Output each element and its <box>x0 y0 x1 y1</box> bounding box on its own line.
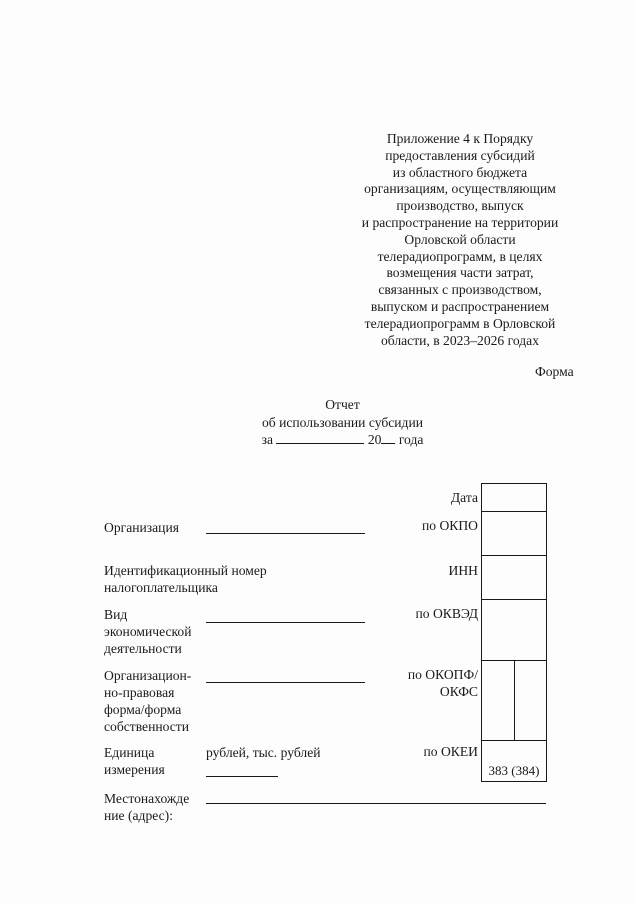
form-label: Форма <box>535 364 574 379</box>
okopf-code-label <box>368 666 478 700</box>
unit-field[interactable] <box>206 776 278 777</box>
unit-value: рублей, тыс. рублей <box>206 745 321 760</box>
annex-line: телерадиопрограмм, в целях <box>377 248 543 264</box>
annex-line: телерадиопрограмм в Орловской <box>364 315 556 331</box>
annex-line: организациям, осуществляющим <box>364 181 556 197</box>
date-cell[interactable] <box>481 483 547 512</box>
activity-field[interactable] <box>206 622 365 623</box>
organization-label: Организация <box>104 520 179 535</box>
okfs-cell[interactable] <box>514 660 547 741</box>
period-blank[interactable] <box>276 431 364 444</box>
address-label <box>104 790 189 824</box>
okved-code-label: по ОКВЭД <box>415 606 478 621</box>
annex-line: Орловской области <box>404 231 516 247</box>
annex-line: Приложение 4 к Порядку <box>386 131 534 146</box>
organization-field[interactable] <box>206 533 365 534</box>
period-prefix: за <box>261 432 273 447</box>
inn-label <box>104 562 267 596</box>
annex-header <box>330 131 590 349</box>
okei-code-label: по ОКЕИ <box>423 744 478 759</box>
okei-cell[interactable] <box>481 740 547 782</box>
inn-code-label: ИНН <box>448 563 478 578</box>
report-period <box>200 431 485 449</box>
inn-label-line: Идентификационный номер <box>104 563 267 578</box>
legal-form-label-line: Организацион- <box>104 668 192 683</box>
okpo-cell[interactable] <box>481 511 547 556</box>
okei-value: 383 (384) <box>488 763 540 778</box>
activity-label-line: деятельности <box>104 641 182 656</box>
annex-line: области, в 2023–2026 годах <box>380 332 539 348</box>
legal-form-label <box>104 667 191 735</box>
okved-cell[interactable] <box>481 599 547 661</box>
activity-label-line: Вид <box>104 607 128 622</box>
inn-cell[interactable] <box>481 555 547 600</box>
legal-form-label-line: собственности <box>104 719 190 734</box>
okpo-code-label: по ОКПО <box>422 518 478 533</box>
report-subtitle: об использовании субсидии <box>261 414 424 430</box>
report-title: Отчет <box>325 397 360 412</box>
okopf-cell[interactable] <box>481 660 515 741</box>
year-prefix: 20 <box>367 432 382 447</box>
address-label-line: Местонахожде <box>104 791 190 806</box>
unit-label-line: Единица <box>104 745 155 760</box>
year-blank[interactable] <box>381 431 395 444</box>
inn-label-line: налогоплательщика <box>104 580 218 595</box>
annex-line: предоставления субсидий <box>385 147 535 163</box>
date-code-label: Дата <box>450 490 478 505</box>
year-suffix: года <box>398 432 424 447</box>
unit-label-line: измерения <box>104 762 165 777</box>
activity-label-line: экономической <box>104 624 192 639</box>
okopf-code-label-line: по ОКОПФ/ <box>407 667 478 682</box>
legal-form-field[interactable] <box>206 682 365 683</box>
activity-label <box>104 606 191 657</box>
annex-line: производство, выпуск <box>396 198 524 214</box>
legal-form-label-line: форма/форма <box>104 702 182 717</box>
report-title-block <box>200 396 485 449</box>
address-field[interactable] <box>206 803 546 804</box>
okopf-code-label-line: ОКФС <box>439 684 478 699</box>
annex-line: из областного бюджета <box>392 164 528 180</box>
annex-line: и распространение на территории <box>361 214 559 230</box>
unit-label <box>104 744 165 778</box>
legal-form-label-line: но-правовая <box>104 685 175 700</box>
annex-line: возмещения части затрат, <box>386 265 534 281</box>
address-label-line: ние (адрес): <box>104 808 173 823</box>
annex-line: связанных с производством, <box>378 282 542 298</box>
annex-line: выпуском и распространением <box>370 298 550 314</box>
